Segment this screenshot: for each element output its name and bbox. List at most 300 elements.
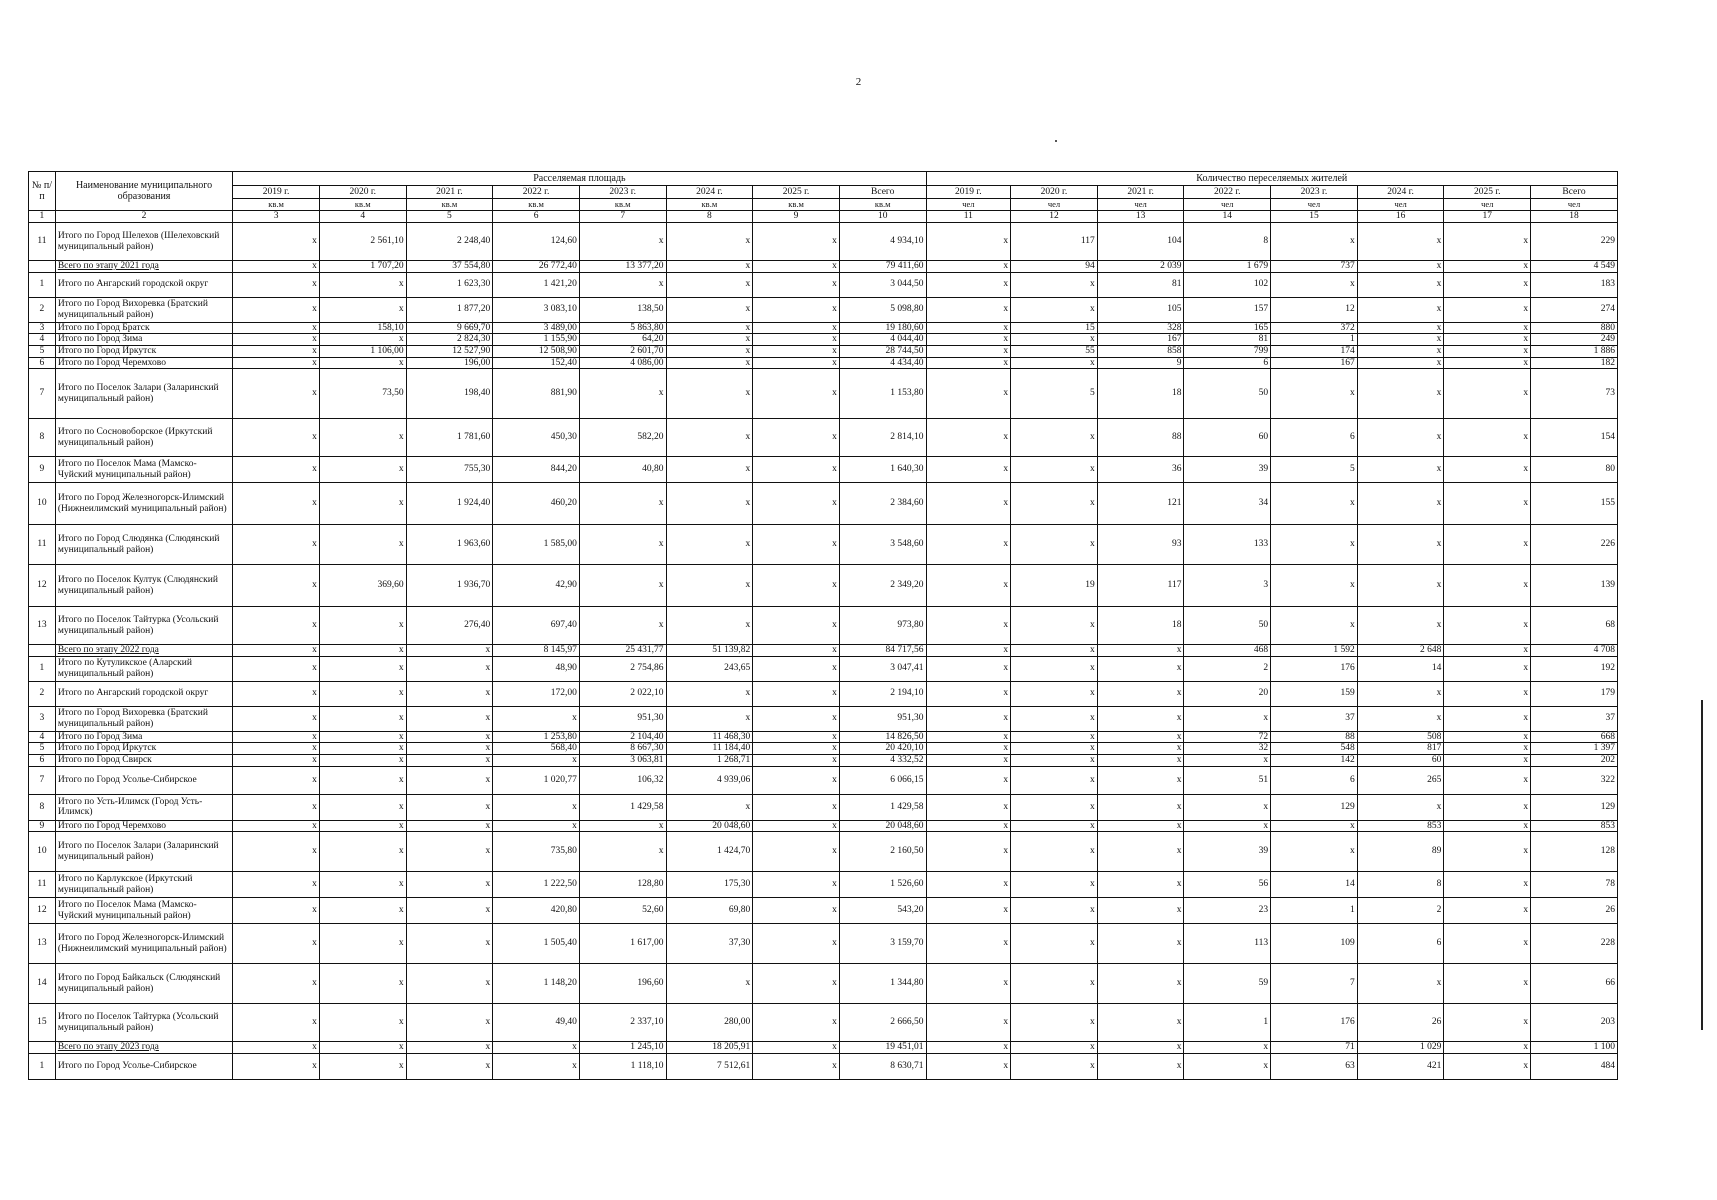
header-column-number: 14 bbox=[1184, 211, 1271, 223]
area-value-cell: x bbox=[406, 872, 493, 898]
people-value-cell: 1 592 bbox=[1271, 645, 1358, 657]
people-value-cell: 853 bbox=[1531, 820, 1618, 832]
stage-total-row bbox=[29, 261, 1618, 273]
people-value-cell: x bbox=[1011, 755, 1098, 767]
people-value-cell: x bbox=[1444, 223, 1531, 261]
people-value-cell: x bbox=[1357, 345, 1444, 357]
header-people-unit: чел bbox=[1271, 199, 1358, 211]
people-value-cell: 174 bbox=[1271, 345, 1358, 357]
people-value-cell: 880 bbox=[1531, 322, 1618, 334]
area-value-cell: x bbox=[406, 832, 493, 872]
area-value-cell: x bbox=[753, 832, 840, 872]
header-area-unit: кв.м bbox=[579, 199, 666, 211]
scan-speck bbox=[1055, 140, 1057, 142]
people-value-cell: 7 bbox=[1271, 964, 1358, 1004]
table-row bbox=[29, 832, 1618, 872]
people-value-cell: x bbox=[1444, 1053, 1531, 1079]
municipality-name: Всего по этапу 2021 года bbox=[55, 261, 232, 273]
area-value-cell: x bbox=[233, 525, 320, 565]
area-value-cell: x bbox=[579, 832, 666, 872]
area-value-cell: 69,80 bbox=[666, 898, 753, 924]
row-number: 8 bbox=[29, 794, 56, 820]
area-value-cell: 4 044,40 bbox=[839, 334, 926, 346]
people-value-cell: x bbox=[926, 607, 1011, 645]
area-value-cell: 73,50 bbox=[319, 369, 406, 419]
area-value-cell: x bbox=[493, 794, 580, 820]
area-value-cell: 276,40 bbox=[406, 607, 493, 645]
header-column-number: 8 bbox=[666, 211, 753, 223]
header-area-year: 2020 г. bbox=[319, 186, 406, 199]
header-people-unit: чел bbox=[1184, 199, 1271, 211]
area-value-cell: x bbox=[233, 607, 320, 645]
area-value-cell: 1 118,10 bbox=[579, 1053, 666, 1079]
area-value-cell: x bbox=[233, 457, 320, 483]
table-row bbox=[29, 964, 1618, 1004]
area-value-cell: x bbox=[579, 820, 666, 832]
row-number: 6 bbox=[29, 755, 56, 767]
people-value-cell: x bbox=[1097, 706, 1184, 731]
people-value-cell: 128 bbox=[1531, 832, 1618, 872]
area-value-cell: 4 939,06 bbox=[666, 766, 753, 794]
header-people-year: 2020 г. bbox=[1011, 186, 1098, 199]
people-value-cell: 32 bbox=[1184, 743, 1271, 755]
area-value-cell: x bbox=[233, 832, 320, 872]
people-value-cell: x bbox=[1444, 766, 1531, 794]
header-area-year: 2019 г. bbox=[233, 186, 320, 199]
area-value-cell: x bbox=[319, 924, 406, 964]
area-value-cell: 11 184,40 bbox=[666, 743, 753, 755]
people-value-cell: 93 bbox=[1097, 525, 1184, 565]
area-value-cell: x bbox=[753, 607, 840, 645]
header-column-number: 10 bbox=[839, 211, 926, 223]
table-row bbox=[29, 794, 1618, 820]
table-row bbox=[29, 483, 1618, 525]
area-value-cell: x bbox=[233, 369, 320, 419]
row-number: 14 bbox=[29, 964, 56, 1004]
area-value-cell: x bbox=[233, 645, 320, 657]
area-value-cell: 106,32 bbox=[579, 766, 666, 794]
people-value-cell: x bbox=[926, 261, 1011, 273]
row-number: 13 bbox=[29, 607, 56, 645]
row-number: 9 bbox=[29, 457, 56, 483]
area-value-cell: x bbox=[753, 334, 840, 346]
area-value-cell: 755,30 bbox=[406, 457, 493, 483]
area-value-cell: 2 104,40 bbox=[579, 731, 666, 743]
header-people-unit: чел bbox=[1531, 199, 1618, 211]
table-row bbox=[29, 565, 1618, 607]
people-value-cell: x bbox=[1097, 766, 1184, 794]
people-value-cell: x bbox=[1444, 964, 1531, 1004]
row-number bbox=[29, 1042, 56, 1054]
area-value-cell: 460,20 bbox=[493, 483, 580, 525]
people-value-cell: x bbox=[926, 525, 1011, 565]
people-value-cell: x bbox=[1357, 334, 1444, 346]
municipality-name: Итого по Город Вихоревка (Братский муниципальный район) bbox=[55, 297, 232, 322]
area-value-cell: x bbox=[753, 656, 840, 681]
area-value-cell: 37 554,80 bbox=[406, 261, 493, 273]
area-value-cell: 1 924,40 bbox=[406, 483, 493, 525]
people-value-cell: x bbox=[926, 656, 1011, 681]
area-value-cell: 152,40 bbox=[493, 357, 580, 369]
people-value-cell: x bbox=[1357, 261, 1444, 273]
area-value-cell: x bbox=[666, 607, 753, 645]
row-number: 4 bbox=[29, 731, 56, 743]
area-value-cell: 79 411,60 bbox=[839, 261, 926, 273]
area-value-cell: x bbox=[753, 794, 840, 820]
page-number: 2 bbox=[855, 76, 862, 88]
area-value-cell: x bbox=[319, 272, 406, 297]
header-people-unit: чел bbox=[926, 199, 1011, 211]
people-value-cell: x bbox=[1444, 1042, 1531, 1054]
area-value-cell: x bbox=[406, 743, 493, 755]
row-number: 1 bbox=[29, 272, 56, 297]
area-value-cell: x bbox=[753, 419, 840, 457]
people-value-cell: x bbox=[1011, 820, 1098, 832]
people-value-cell: x bbox=[1444, 334, 1531, 346]
area-value-cell: 1 617,00 bbox=[579, 924, 666, 964]
people-value-cell: 15 bbox=[1011, 322, 1098, 334]
area-value-cell: x bbox=[319, 483, 406, 525]
municipality-name: Итого по Город Байкальск (Слюдянский муниципальный район) bbox=[55, 964, 232, 1004]
people-value-cell: x bbox=[1444, 369, 1531, 419]
area-value-cell: x bbox=[753, 681, 840, 706]
table-row bbox=[29, 272, 1618, 297]
area-value-cell: 40,80 bbox=[579, 457, 666, 483]
area-value-cell: 1 505,40 bbox=[493, 924, 580, 964]
area-value-cell: 1 268,71 bbox=[666, 755, 753, 767]
people-value-cell: 88 bbox=[1097, 419, 1184, 457]
table-row bbox=[29, 357, 1618, 369]
area-value-cell: x bbox=[666, 272, 753, 297]
area-value-cell: x bbox=[233, 731, 320, 743]
area-value-cell: x bbox=[666, 483, 753, 525]
people-value-cell: x bbox=[1097, 681, 1184, 706]
people-value-cell: 165 bbox=[1184, 322, 1271, 334]
people-value-cell: x bbox=[1444, 419, 1531, 457]
people-value-cell: x bbox=[1271, 607, 1358, 645]
area-value-cell: 1 106,00 bbox=[319, 345, 406, 357]
municipality-name: Итого по Город Черемхово bbox=[55, 820, 232, 832]
people-value-cell: x bbox=[926, 832, 1011, 872]
area-value-cell: 14 826,50 bbox=[839, 731, 926, 743]
area-value-cell: 42,90 bbox=[493, 565, 580, 607]
people-value-cell: x bbox=[1271, 820, 1358, 832]
municipality-name: Итого по Город Железногорск-Илимский (Нижнеилимский муниципальный район) bbox=[55, 924, 232, 964]
area-value-cell: 1 020,77 bbox=[493, 766, 580, 794]
people-value-cell: x bbox=[1444, 1004, 1531, 1042]
people-value-cell: 142 bbox=[1271, 755, 1358, 767]
people-value-cell: 12 bbox=[1271, 297, 1358, 322]
people-value-cell: x bbox=[926, 1042, 1011, 1054]
area-value-cell: 64,20 bbox=[579, 334, 666, 346]
table-row bbox=[29, 731, 1618, 743]
table-row bbox=[29, 924, 1618, 964]
people-value-cell: 159 bbox=[1271, 681, 1358, 706]
municipality-name: Итого по Сосновоборское (Иркутский муниципальный район) bbox=[55, 419, 232, 457]
row-number: 6 bbox=[29, 357, 56, 369]
people-value-cell: x bbox=[926, 1053, 1011, 1079]
area-value-cell: x bbox=[493, 1053, 580, 1079]
people-value-cell: 2 bbox=[1184, 656, 1271, 681]
area-value-cell: x bbox=[493, 1042, 580, 1054]
area-value-cell: 2 194,10 bbox=[839, 681, 926, 706]
people-value-cell: 60 bbox=[1357, 755, 1444, 767]
area-value-cell: x bbox=[319, 1004, 406, 1042]
area-value-cell: 3 083,10 bbox=[493, 297, 580, 322]
people-value-cell: 9 bbox=[1097, 357, 1184, 369]
people-value-cell: x bbox=[1444, 272, 1531, 297]
area-value-cell: 1 153,80 bbox=[839, 369, 926, 419]
people-value-cell: x bbox=[926, 794, 1011, 820]
people-value-cell: x bbox=[1444, 755, 1531, 767]
header-area-unit: кв.м bbox=[233, 199, 320, 211]
row-number: 8 bbox=[29, 419, 56, 457]
area-value-cell: 2 349,20 bbox=[839, 565, 926, 607]
people-value-cell: 104 bbox=[1097, 223, 1184, 261]
area-value-cell: x bbox=[753, 964, 840, 1004]
people-value-cell: 858 bbox=[1097, 345, 1184, 357]
municipality-name: Итого по Город Черемхово bbox=[55, 357, 232, 369]
table-row bbox=[29, 223, 1618, 261]
header-column-number: 4 bbox=[319, 211, 406, 223]
people-value-cell: x bbox=[1011, 607, 1098, 645]
header-name: Наименование муниципального образования bbox=[55, 172, 232, 211]
area-value-cell: x bbox=[753, 483, 840, 525]
header-people-group: Количество переселяемых жителей bbox=[926, 172, 1617, 186]
row-number: 12 bbox=[29, 565, 56, 607]
area-value-cell: x bbox=[579, 272, 666, 297]
area-value-cell: x bbox=[233, 820, 320, 832]
people-value-cell: 94 bbox=[1011, 261, 1098, 273]
people-value-cell: 129 bbox=[1271, 794, 1358, 820]
area-value-cell: x bbox=[753, 525, 840, 565]
people-value-cell: x bbox=[1271, 369, 1358, 419]
area-value-cell: 172,00 bbox=[493, 681, 580, 706]
people-value-cell: x bbox=[926, 345, 1011, 357]
people-value-cell: 2 039 bbox=[1097, 261, 1184, 273]
area-value-cell: 2 248,40 bbox=[406, 223, 493, 261]
people-value-cell: 155 bbox=[1531, 483, 1618, 525]
people-value-cell: 19 bbox=[1011, 565, 1098, 607]
people-value-cell: 26 bbox=[1357, 1004, 1444, 1042]
area-value-cell: 582,20 bbox=[579, 419, 666, 457]
header-people-unit: чел bbox=[1011, 199, 1098, 211]
people-value-cell: x bbox=[1011, 357, 1098, 369]
people-value-cell: 14 bbox=[1271, 872, 1358, 898]
row-number: 12 bbox=[29, 898, 56, 924]
people-value-cell: 39 bbox=[1184, 832, 1271, 872]
row-number: 7 bbox=[29, 766, 56, 794]
area-value-cell: x bbox=[233, 261, 320, 273]
municipality-name: Итого по Город Шелехов (Шелеховский муниципальный район) bbox=[55, 223, 232, 261]
area-value-cell: x bbox=[753, 766, 840, 794]
area-value-cell: 20 420,10 bbox=[839, 743, 926, 755]
people-value-cell: x bbox=[1011, 334, 1098, 346]
area-value-cell: 2 601,70 bbox=[579, 345, 666, 357]
people-value-cell: x bbox=[926, 645, 1011, 657]
header-people-year: 2024 г. bbox=[1357, 186, 1444, 199]
area-value-cell: x bbox=[753, 1004, 840, 1042]
area-value-cell: 697,40 bbox=[493, 607, 580, 645]
area-value-cell: 11 468,30 bbox=[666, 731, 753, 743]
area-value-cell: x bbox=[319, 1042, 406, 1054]
people-value-cell: 34 bbox=[1184, 483, 1271, 525]
people-value-cell: 3 bbox=[1184, 565, 1271, 607]
people-value-cell: x bbox=[1011, 457, 1098, 483]
people-value-cell: x bbox=[1444, 565, 1531, 607]
people-value-cell: 1 397 bbox=[1531, 743, 1618, 755]
area-value-cell: 5 863,80 bbox=[579, 322, 666, 334]
row-number: 5 bbox=[29, 345, 56, 357]
area-value-cell: x bbox=[753, 322, 840, 334]
area-value-cell: x bbox=[666, 334, 753, 346]
municipality-name: Итого по Поселок Тайтурка (Усольский муниципальный район) bbox=[55, 1004, 232, 1042]
header-area-year: 2025 г. bbox=[753, 186, 840, 199]
people-value-cell: x bbox=[1011, 1004, 1098, 1042]
area-value-cell: x bbox=[406, 898, 493, 924]
people-value-cell: x bbox=[1444, 607, 1531, 645]
area-value-cell: x bbox=[233, 272, 320, 297]
area-value-cell: x bbox=[233, 419, 320, 457]
area-value-cell: 1 623,30 bbox=[406, 272, 493, 297]
people-value-cell: x bbox=[1357, 297, 1444, 322]
table-row bbox=[29, 1004, 1618, 1042]
area-value-cell: x bbox=[233, 898, 320, 924]
people-value-cell: x bbox=[1011, 419, 1098, 457]
header-area-unit: кв.м bbox=[493, 199, 580, 211]
people-value-cell: x bbox=[926, 457, 1011, 483]
area-value-cell: x bbox=[233, 1042, 320, 1054]
table-row bbox=[29, 297, 1618, 322]
table-row bbox=[29, 419, 1618, 457]
table-row bbox=[29, 345, 1618, 357]
table-row bbox=[29, 607, 1618, 645]
people-value-cell: x bbox=[1097, 1004, 1184, 1042]
municipality-name: Итого по Поселок Тайтурка (Усольский муниципальный район) bbox=[55, 607, 232, 645]
people-value-cell: 133 bbox=[1184, 525, 1271, 565]
people-value-cell: 26 bbox=[1531, 898, 1618, 924]
people-value-cell: x bbox=[1444, 681, 1531, 706]
people-value-cell: x bbox=[1271, 483, 1358, 525]
area-value-cell: x bbox=[666, 681, 753, 706]
people-value-cell: x bbox=[1444, 656, 1531, 681]
municipality-name: Итого по Город Зима bbox=[55, 731, 232, 743]
people-value-cell: 1 100 bbox=[1531, 1042, 1618, 1054]
area-value-cell: x bbox=[319, 334, 406, 346]
area-value-cell: x bbox=[753, 369, 840, 419]
area-value-cell: x bbox=[753, 297, 840, 322]
area-value-cell: x bbox=[753, 223, 840, 261]
area-value-cell: 4 434,40 bbox=[839, 357, 926, 369]
people-value-cell: 129 bbox=[1531, 794, 1618, 820]
area-value-cell: x bbox=[319, 419, 406, 457]
people-value-cell: 18 bbox=[1097, 607, 1184, 645]
area-value-cell: 450,30 bbox=[493, 419, 580, 457]
people-value-cell: x bbox=[1444, 322, 1531, 334]
area-value-cell: 3 159,70 bbox=[839, 924, 926, 964]
people-value-cell: 6 bbox=[1184, 357, 1271, 369]
people-value-cell: x bbox=[1357, 681, 1444, 706]
people-value-cell: 1 029 bbox=[1357, 1042, 1444, 1054]
area-value-cell: 2 384,60 bbox=[839, 483, 926, 525]
area-value-cell: 973,80 bbox=[839, 607, 926, 645]
header-area-group: Расселяемая площадь bbox=[233, 172, 926, 186]
area-value-cell: x bbox=[233, 1053, 320, 1079]
area-value-cell: 3 548,60 bbox=[839, 525, 926, 565]
area-value-cell: x bbox=[233, 794, 320, 820]
row-number: 11 bbox=[29, 872, 56, 898]
people-value-cell: x bbox=[1271, 223, 1358, 261]
resettlement-table bbox=[28, 171, 1618, 1080]
people-value-cell: x bbox=[1011, 645, 1098, 657]
people-value-cell: 265 bbox=[1357, 766, 1444, 794]
area-value-cell: 1 526,60 bbox=[839, 872, 926, 898]
municipality-name: Итого по Город Свирск bbox=[55, 755, 232, 767]
area-value-cell: 2 022,10 bbox=[579, 681, 666, 706]
area-value-cell: x bbox=[319, 297, 406, 322]
area-value-cell: 4 086,00 bbox=[579, 357, 666, 369]
header-people-unit: чел bbox=[1097, 199, 1184, 211]
people-value-cell: 484 bbox=[1531, 1053, 1618, 1079]
area-value-cell: x bbox=[666, 297, 753, 322]
people-value-cell: 817 bbox=[1357, 743, 1444, 755]
area-value-cell: x bbox=[319, 645, 406, 657]
people-value-cell: 1 bbox=[1184, 1004, 1271, 1042]
people-value-cell: 179 bbox=[1531, 681, 1618, 706]
table-row bbox=[29, 706, 1618, 731]
people-value-cell: x bbox=[1357, 369, 1444, 419]
people-value-cell: x bbox=[1271, 525, 1358, 565]
area-value-cell: x bbox=[579, 607, 666, 645]
people-value-cell: x bbox=[1011, 766, 1098, 794]
people-value-cell: 799 bbox=[1184, 345, 1271, 357]
area-value-cell: x bbox=[406, 1004, 493, 1042]
area-value-cell: 1 429,58 bbox=[579, 794, 666, 820]
area-value-cell: 19 451,01 bbox=[839, 1042, 926, 1054]
people-value-cell: 548 bbox=[1271, 743, 1358, 755]
people-value-cell: 121 bbox=[1097, 483, 1184, 525]
people-value-cell: x bbox=[1444, 297, 1531, 322]
area-value-cell: 84 717,56 bbox=[839, 645, 926, 657]
row-number: 7 bbox=[29, 369, 56, 419]
municipality-name: Итого по Город Усолье-Сибирское bbox=[55, 1053, 232, 1079]
area-value-cell: x bbox=[233, 357, 320, 369]
people-value-cell: 78 bbox=[1531, 872, 1618, 898]
people-value-cell: 372 bbox=[1271, 322, 1358, 334]
area-value-cell: 4 332,52 bbox=[839, 755, 926, 767]
area-value-cell: x bbox=[319, 731, 406, 743]
area-value-cell: 2 561,10 bbox=[319, 223, 406, 261]
area-value-cell: x bbox=[319, 964, 406, 1004]
area-value-cell: x bbox=[666, 794, 753, 820]
area-value-cell: 20 048,60 bbox=[666, 820, 753, 832]
people-value-cell: x bbox=[1011, 1042, 1098, 1054]
people-value-cell: x bbox=[1097, 794, 1184, 820]
people-value-cell: x bbox=[1444, 832, 1531, 872]
area-value-cell: 2 666,50 bbox=[839, 1004, 926, 1042]
area-value-cell: 196,00 bbox=[406, 357, 493, 369]
people-value-cell: 105 bbox=[1097, 297, 1184, 322]
municipality-name: Итого по Город Усолье-Сибирское bbox=[55, 766, 232, 794]
header-column-number: 1 bbox=[29, 211, 56, 223]
people-value-cell: x bbox=[926, 755, 1011, 767]
people-value-cell: 226 bbox=[1531, 525, 1618, 565]
people-value-cell: x bbox=[1011, 525, 1098, 565]
area-value-cell: 1 585,00 bbox=[493, 525, 580, 565]
people-value-cell: 60 bbox=[1184, 419, 1271, 457]
area-value-cell: x bbox=[233, 483, 320, 525]
people-value-cell: x bbox=[1444, 731, 1531, 743]
